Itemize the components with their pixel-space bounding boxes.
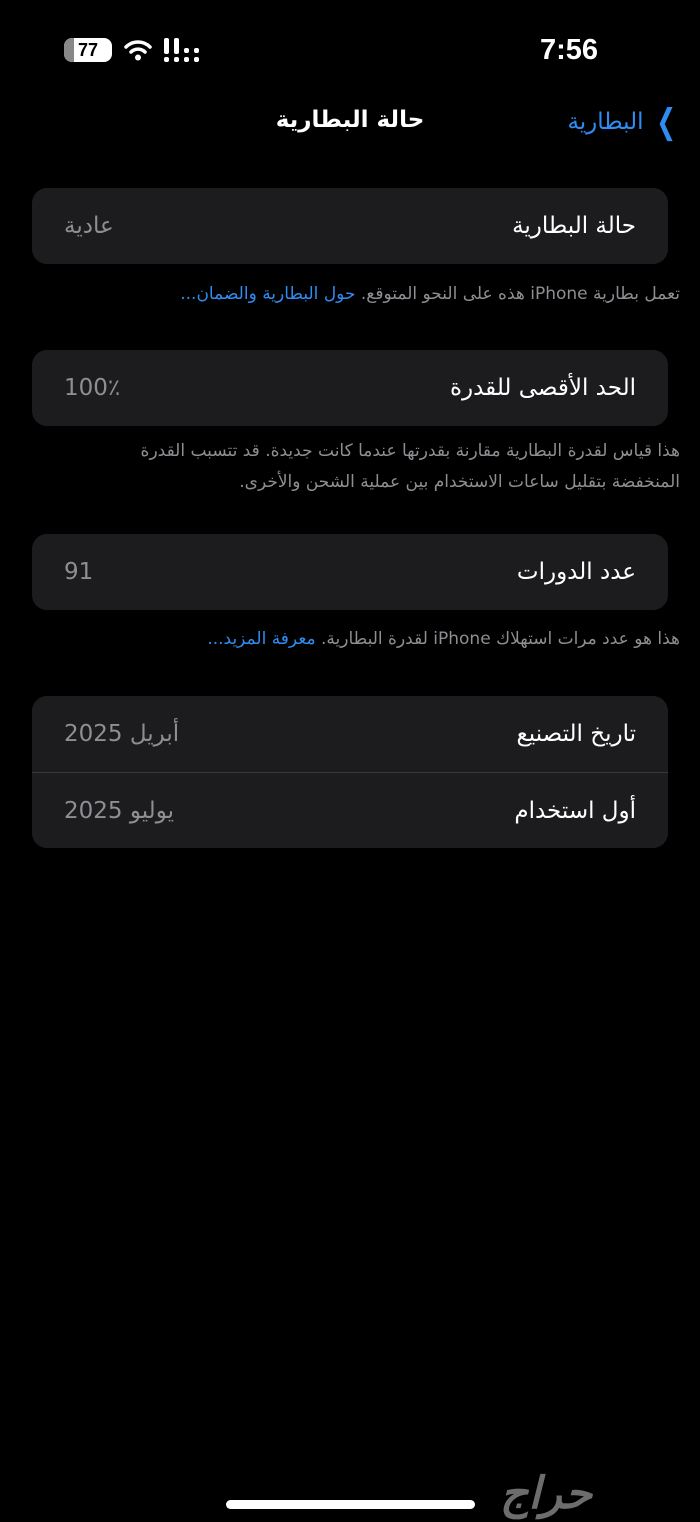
row-value: يوليو 2025: [64, 797, 174, 824]
battery-health-footer: [32, 279, 700, 310]
chevron-back-icon: ❯: [655, 102, 676, 142]
row-label: حالة البطارية: [512, 213, 636, 239]
status-bar: [0, 0, 700, 100]
row-value: عادية: [64, 213, 114, 239]
cycle-count-card: [32, 534, 668, 610]
first-use-row: [32, 773, 668, 848]
max-capacity-row: [32, 350, 668, 426]
footer-text: تعمل بطارية iPhone هذه على النحو المتوقع.: [360, 284, 680, 304]
battery-health-card: [32, 188, 668, 264]
manufacture-date-row: [32, 696, 668, 772]
row-value: 91: [64, 559, 94, 585]
battery-warranty-link[interactable]: حول البطارية والضمان...: [180, 284, 356, 304]
battery-health-row: [32, 188, 668, 264]
watermark-logo: حراج: [500, 1468, 593, 1519]
battery-level: 77: [77, 39, 99, 60]
footer-text: هذا هو عدد مرات استهلاك iPhone لقدرة البطارية.: [321, 629, 680, 649]
clock: 7:56: [539, 34, 598, 66]
row-label: الحد الأقصى للقدرة: [449, 375, 636, 401]
max-capacity-card: [32, 350, 668, 426]
learn-more-link[interactable]: معرفة المزيد...: [207, 629, 316, 649]
row-label: أول استخدام: [514, 797, 636, 824]
cycle-count-row: [32, 534, 668, 610]
page-title: حالة البطارية: [275, 107, 425, 133]
nav-bar: [0, 102, 700, 145]
back-label: البطارية: [567, 109, 644, 135]
row-label: عدد الدورات: [516, 559, 636, 585]
max-capacity-footer: هذا قياس لقدرة البطارية مقارنة بقدرتها عندما كانت جديدة. قد تتسبب القدرة المنخفضة بتقليل ساعات الاستخدام بين عملية الشحن والأخرى.: [140, 441, 680, 492]
row-value: 100٪: [64, 375, 121, 401]
back-button[interactable]: [567, 102, 680, 142]
status-icons: [64, 38, 200, 62]
wifi-icon: [124, 39, 152, 61]
dates-card: [32, 696, 668, 848]
home-indicator[interactable]: [226, 1500, 475, 1509]
battery-icon: [64, 38, 112, 62]
signal-icon: [164, 38, 200, 62]
row-label: تاريخ التصنيع: [516, 721, 636, 747]
row-value: أبريل 2025: [64, 721, 180, 747]
cycle-count-footer: [32, 624, 700, 655]
